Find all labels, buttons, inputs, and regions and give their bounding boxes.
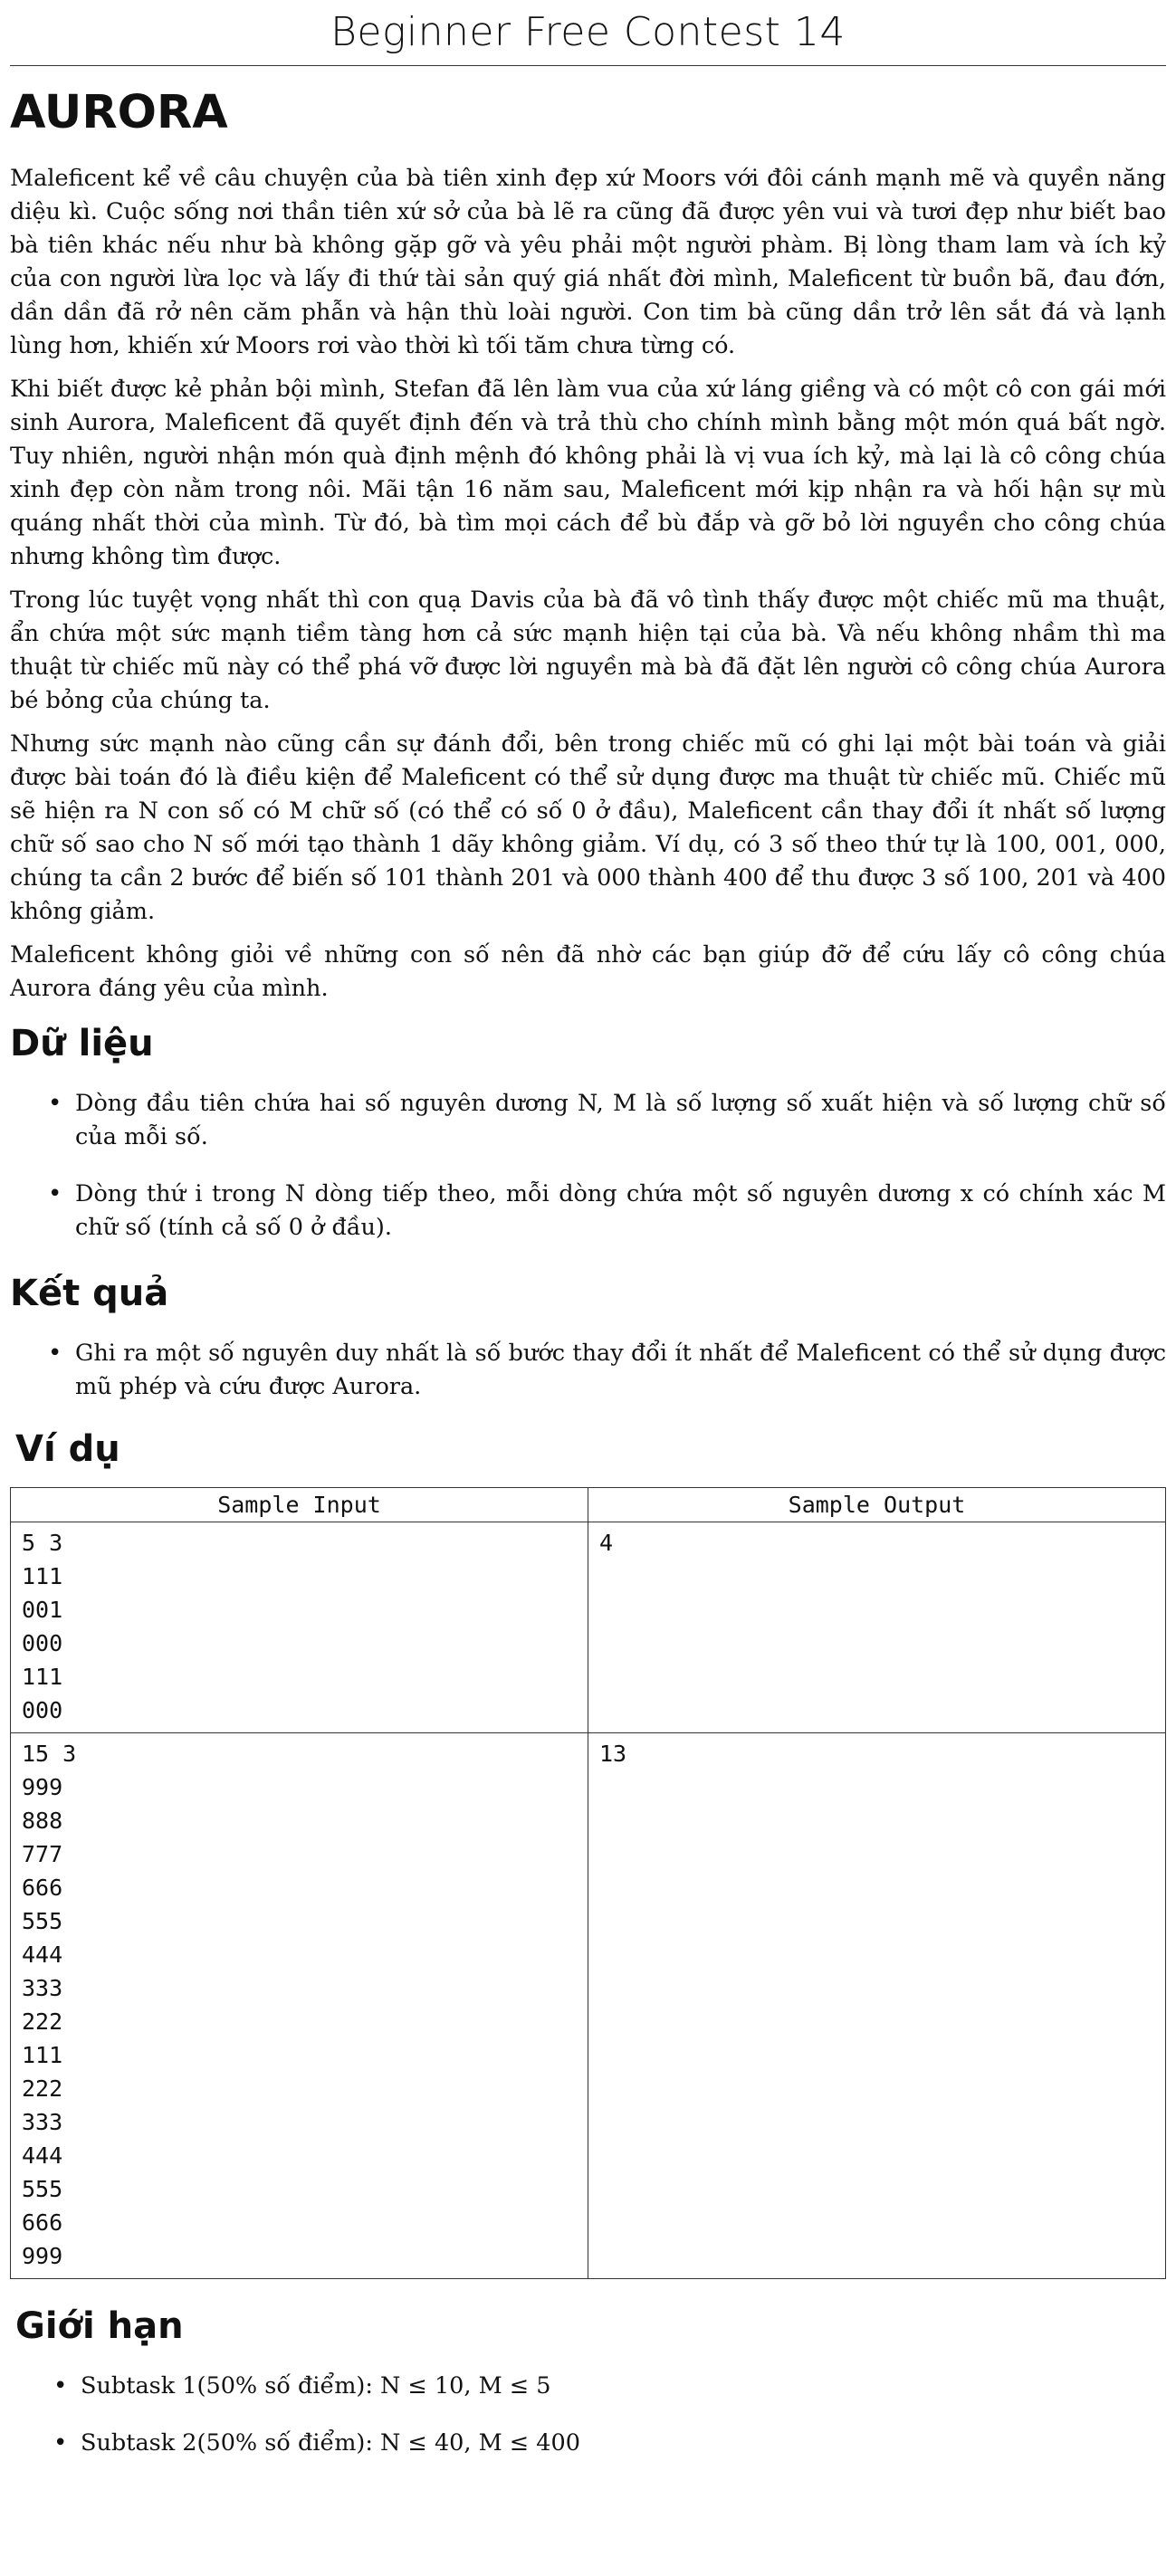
sample-output-cell: [588, 1522, 1166, 1733]
sample-output-header: Sample Output: [588, 1488, 1166, 1522]
input-spec-item: • Dòng thứ i trong N dòng tiếp theo, mỗi dòng chứa một số nguyên dương x có chính xác M chữ số (tính cả số 0 ở đầu).: [75, 1178, 1166, 1245]
output-spec-list: [10, 1337, 1166, 1404]
limit-item: • Subtask 2(50% số điểm): N ≤ 40, M ≤ 400: [81, 2427, 1166, 2460]
sample-row: [11, 1733, 1166, 2279]
problem-page: [10, 0, 1166, 2484]
story-paragraph: Khi biết được kẻ phản bội mình, Stefan đã lên làm vua của xứ láng giềng và có một cô con gái mới sinh Aurora, Maleficent đã quyết định đến và trả thù cho chính mình bằng một món quá bất ngờ. Tuy nhiên, người nhận món quà định mệnh đó không phải là vị vua ích kỷ, mà lại là cô công chúa xinh đẹp còn nằm trong nôi. Mãi tận 16 năm sau, Maleficent mới kịp nhận ra và hối hận sự mù quáng nhất thời của mình. Từ đó, bà tìm mọi cách để bù đắp và gỡ bỏ lời nguyền cho công chúa nhưng không tìm được.: [10, 376, 1166, 570]
sample-input-header: Sample Input: [11, 1488, 588, 1522]
sample-output-text: 13: [599, 1741, 627, 1767]
story-paragraph: Nhưng sức mạnh nào cũng cần sự đánh đổi, bên trong chiếc mũ có ghi lại một bài toán và giải được bài toán đó là điều kiện để Maleficent có thể sử dụng được ma thuật từ chiếc mũ. Chiếc mũ sẽ hiện ra N con số có M chữ số (có thể có số 0 ở đầu), Maleficent cần thay đổi ít nhất số lượng chữ số sao cho N số mới tạo thành 1 dãy không giảm. Ví dụ, có 3 số theo thứ tự là 100, 001, 000, chúng ta cần 2 bước để biến số 101 thành 201 và 000 thành 400 để thu được 3 số 100, 201 và 400 không giảm.: [10, 730, 1166, 925]
output-section-heading: Kết quả: [10, 1273, 169, 1314]
story-paragraph: Trong lúc tuyệt vọng nhất thì con quạ Davis của bà đã vô tình thấy được một chiếc mũ ma thuật, ẩn chứa một sức mạnh tiềm tàng hơn cả sức mạnh hiện tại của bà. Và nếu không nhầm thì ma thuật từ chiếc mũ này có thể phá vỡ được lời nguyền mà bà đã đặt lên người cô công chúa Aurora bé bỏng của chúng ta.: [10, 587, 1166, 714]
input-spec-list: [10, 1087, 1166, 1245]
sample-table: [10, 1487, 1166, 2279]
story-paragraph: Maleficent kể về câu chuyện của bà tiên xinh đẹp xứ Moors với đôi cánh mạnh mẽ và quyền năng diệu kì. Cuộc sống nơi thần tiên xứ sở của bà lẽ ra cũng đã được yên vui và tươi đẹp như biết bao bà tiên khác nếu như bà không gặp gỡ và yêu phải một người phàm. Bị lòng tham lam và ích kỷ của con người lừa lọc và lấy đi thứ tài sản quý giá nhất đời mình, Maleficent từ buồn bã, đau đớn, dần dần đã rở nên căm phẫn và hận thù loài người. Con tim bà cũng dần trở lên sắt đá và lạnh lùng hơn, khiến xứ Moors rơi vào thời kì tối tăm chưa từng có.: [10, 165, 1166, 359]
problem-title: AURORA: [10, 86, 228, 139]
sample-input-text: 15 3 999 888 777 666 555 444 333 222 111 222 333 444 555 666 999: [22, 1741, 77, 2269]
sample-input-text: 5 3 111 001 000 111 000: [22, 1530, 63, 1723]
input-section-heading: Dữ liệu: [10, 1023, 154, 1064]
story-paragraph: Maleficent không giỏi về những con số nên đã nhờ các bạn giúp đỡ để cứu lấy cô công chúa Aurora đáng yêu của mình.: [10, 941, 1166, 1002]
examples-section-heading: Ví dụ: [15, 1428, 120, 1470]
sample-input-cell: [11, 1522, 588, 1733]
output-spec-item: • Ghi ra một số nguyên duy nhất là số bước thay đổi ít nhất để Maleficent có thể sử dụng được mũ phép và cứu được Aurora.: [75, 1337, 1166, 1404]
sample-output-text: 4: [599, 1530, 614, 1556]
sample-table-header: [11, 1488, 1166, 1522]
sample-input-cell: [11, 1733, 588, 2279]
problem-statement: [10, 162, 1166, 1006]
sample-row: [11, 1522, 1166, 1733]
input-spec-item: • Dòng đầu tiên chứa hai số nguyên dương N, M là số lượng số xuất hiện và số lượng chữ số của mỗi số.: [75, 1087, 1166, 1154]
sample-output-cell: [588, 1733, 1166, 2279]
limit-item: • Subtask 1(50% số điểm): N ≤ 10, M ≤ 5: [81, 2370, 1166, 2403]
limits-list: [10, 2370, 1166, 2460]
contest-header: Beginner Free Contest 14: [10, 0, 1166, 66]
limits-section-heading: Giới hạn: [15, 2305, 184, 2347]
